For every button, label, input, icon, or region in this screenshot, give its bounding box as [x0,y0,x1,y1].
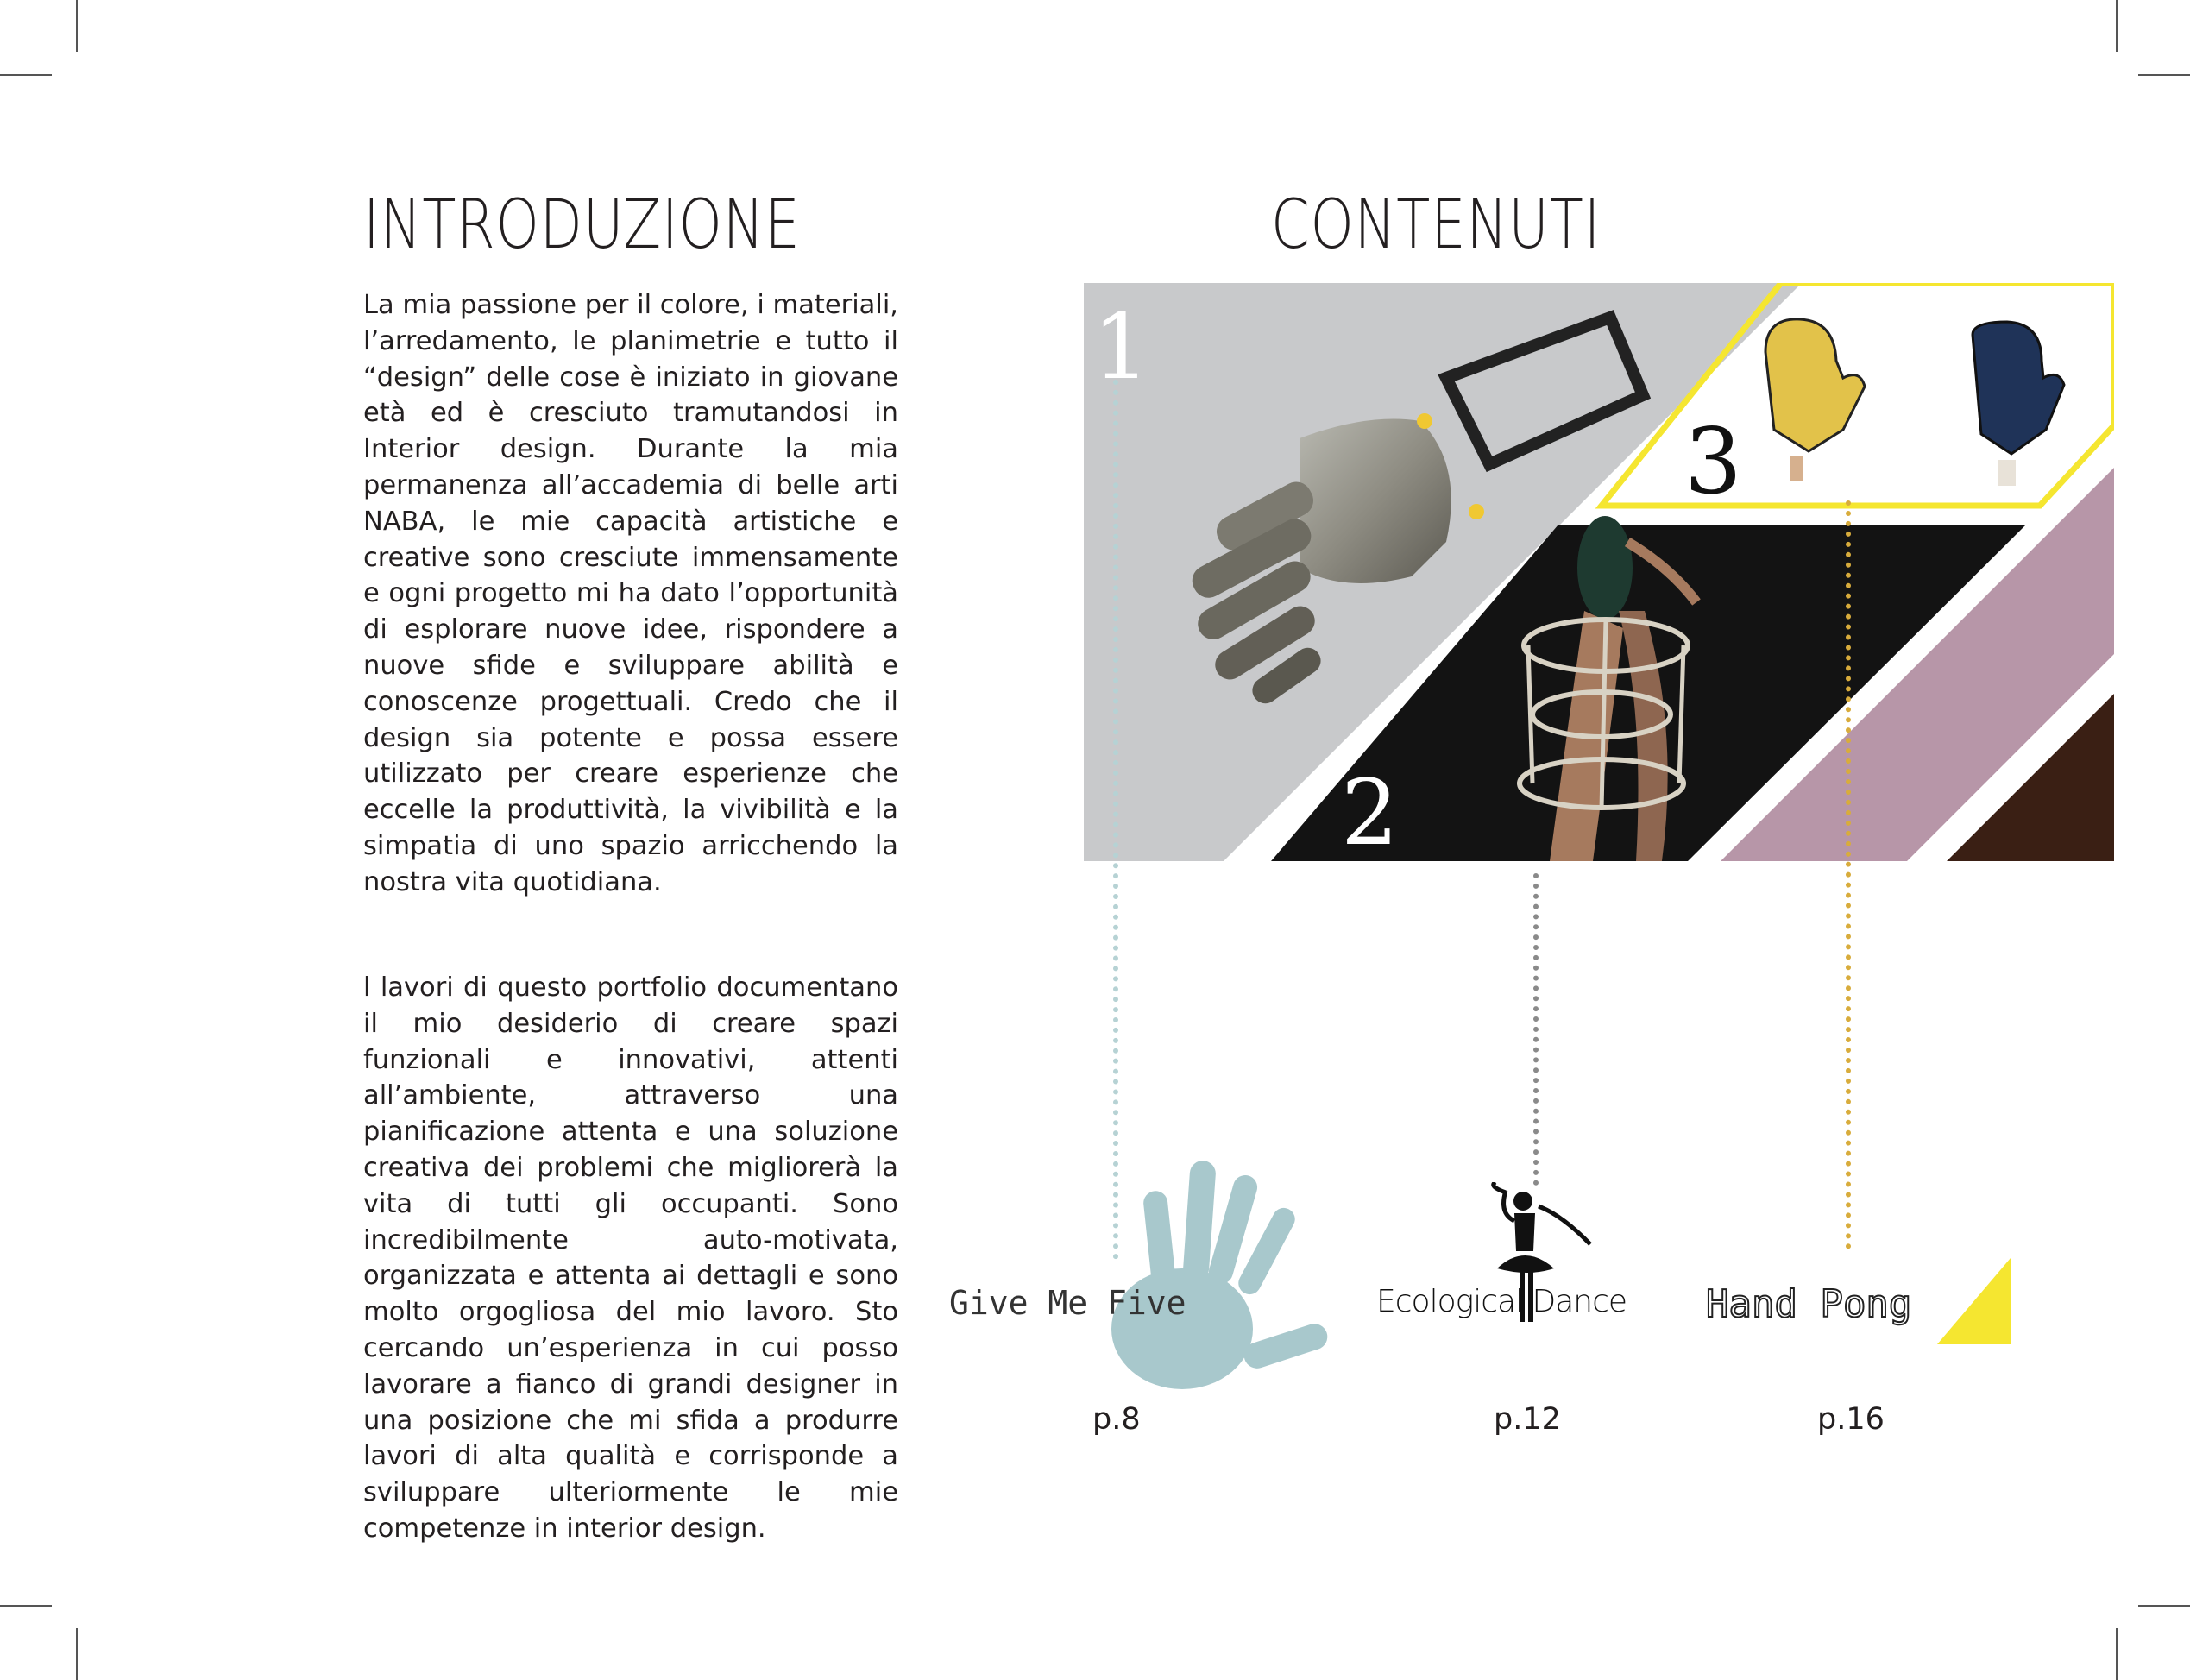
crop-mark [76,1628,78,1680]
crop-mark [76,0,78,52]
panel-number-1: 1 [1092,294,1150,400]
crop-mark [2116,1628,2118,1680]
page-ref-ecological-dance[interactable]: p.12 [1494,1402,1561,1437]
leader-line-3 [1846,500,1851,1249]
crop-mark [0,74,52,76]
panel-number-2: 2 [1341,760,1399,861]
collage-graphic [1084,283,2114,861]
crop-mark [2116,0,2118,52]
panel-number-3: 3 [1684,409,1742,514]
project-name-ecological-dance: Ecological Dance [1376,1284,1627,1319]
contents-title: CONTENUTI [1271,186,1602,264]
intro-paragraph-2: l lavori di questo portfolio documentano il mio desiderio di creare spazi funzionali e innovativi, attenti all’ambiente, attraverso una pianificazione attenta e una soluzione creativa dei problemi che migliorerà la vita di tutti gli occupanti. Sono incredibilmente auto-motivata, organizzata e attenta ai dettagli e sono molto orgogliosa del mio lavoro. Sto cercando un’esperienza in cui posso lavorare a fianco di grandi designer in una posizione che mi sfida a produrre lavori di alta qualità e corrisponde a sviluppare ulteriormente le mie competenze in interior design. [363,972,898,1544]
crop-mark [2138,74,2190,76]
intro-paragraph-1: La mia passione per il colore, i materiali, l’arredamento, le planimetrie e tutto il “design” delle cose è iniziato in giovane età ed è cresciuto tramutandosi in Interior design. Durante la mia permanenza all’accademia di belle arti NABA, le mie capacità artistiche e creative sono cresciute immensamente e ogni progetto mi ha dato l’opportunità di esplorare nuove idee, rispondere a nuove sfide e sviluppare abilità e conoscenze progettuali. Credo che il design sia potente e possa essere utilizzato per creare esperienze che eccelle la produttività, la vivibilità e la simpatia di uno spazio arricchendo la nostra vita quotidiana. [363,290,898,897]
ballerina-icon [1376,1182,1661,1355]
page-ref-give-me-five[interactable]: p.8 [1092,1402,1141,1437]
mitten-blue [1973,322,2064,486]
crop-mark [0,1605,52,1607]
project-name-give-me-five: Give Me Five [949,1284,1186,1322]
project-name-hand-pong: Hand Pong [1706,1282,1912,1326]
contents-collage [1084,283,2114,861]
project-give-me-five[interactable] [949,1156,1329,1398]
handprint-icon [949,1156,1329,1398]
page-ref-hand-pong[interactable]: p.16 [1817,1402,1885,1437]
leader-line-2 [1533,873,1539,1186]
project-ecological-dance[interactable] [1376,1182,1661,1355]
project-hand-pong[interactable] [1704,1258,2015,1370]
mitten-yellow [1765,319,1865,481]
crop-mark [2138,1605,2190,1607]
intro-title: INTRODUZIONE [363,186,801,264]
leader-line-1 [1113,380,1118,1260]
